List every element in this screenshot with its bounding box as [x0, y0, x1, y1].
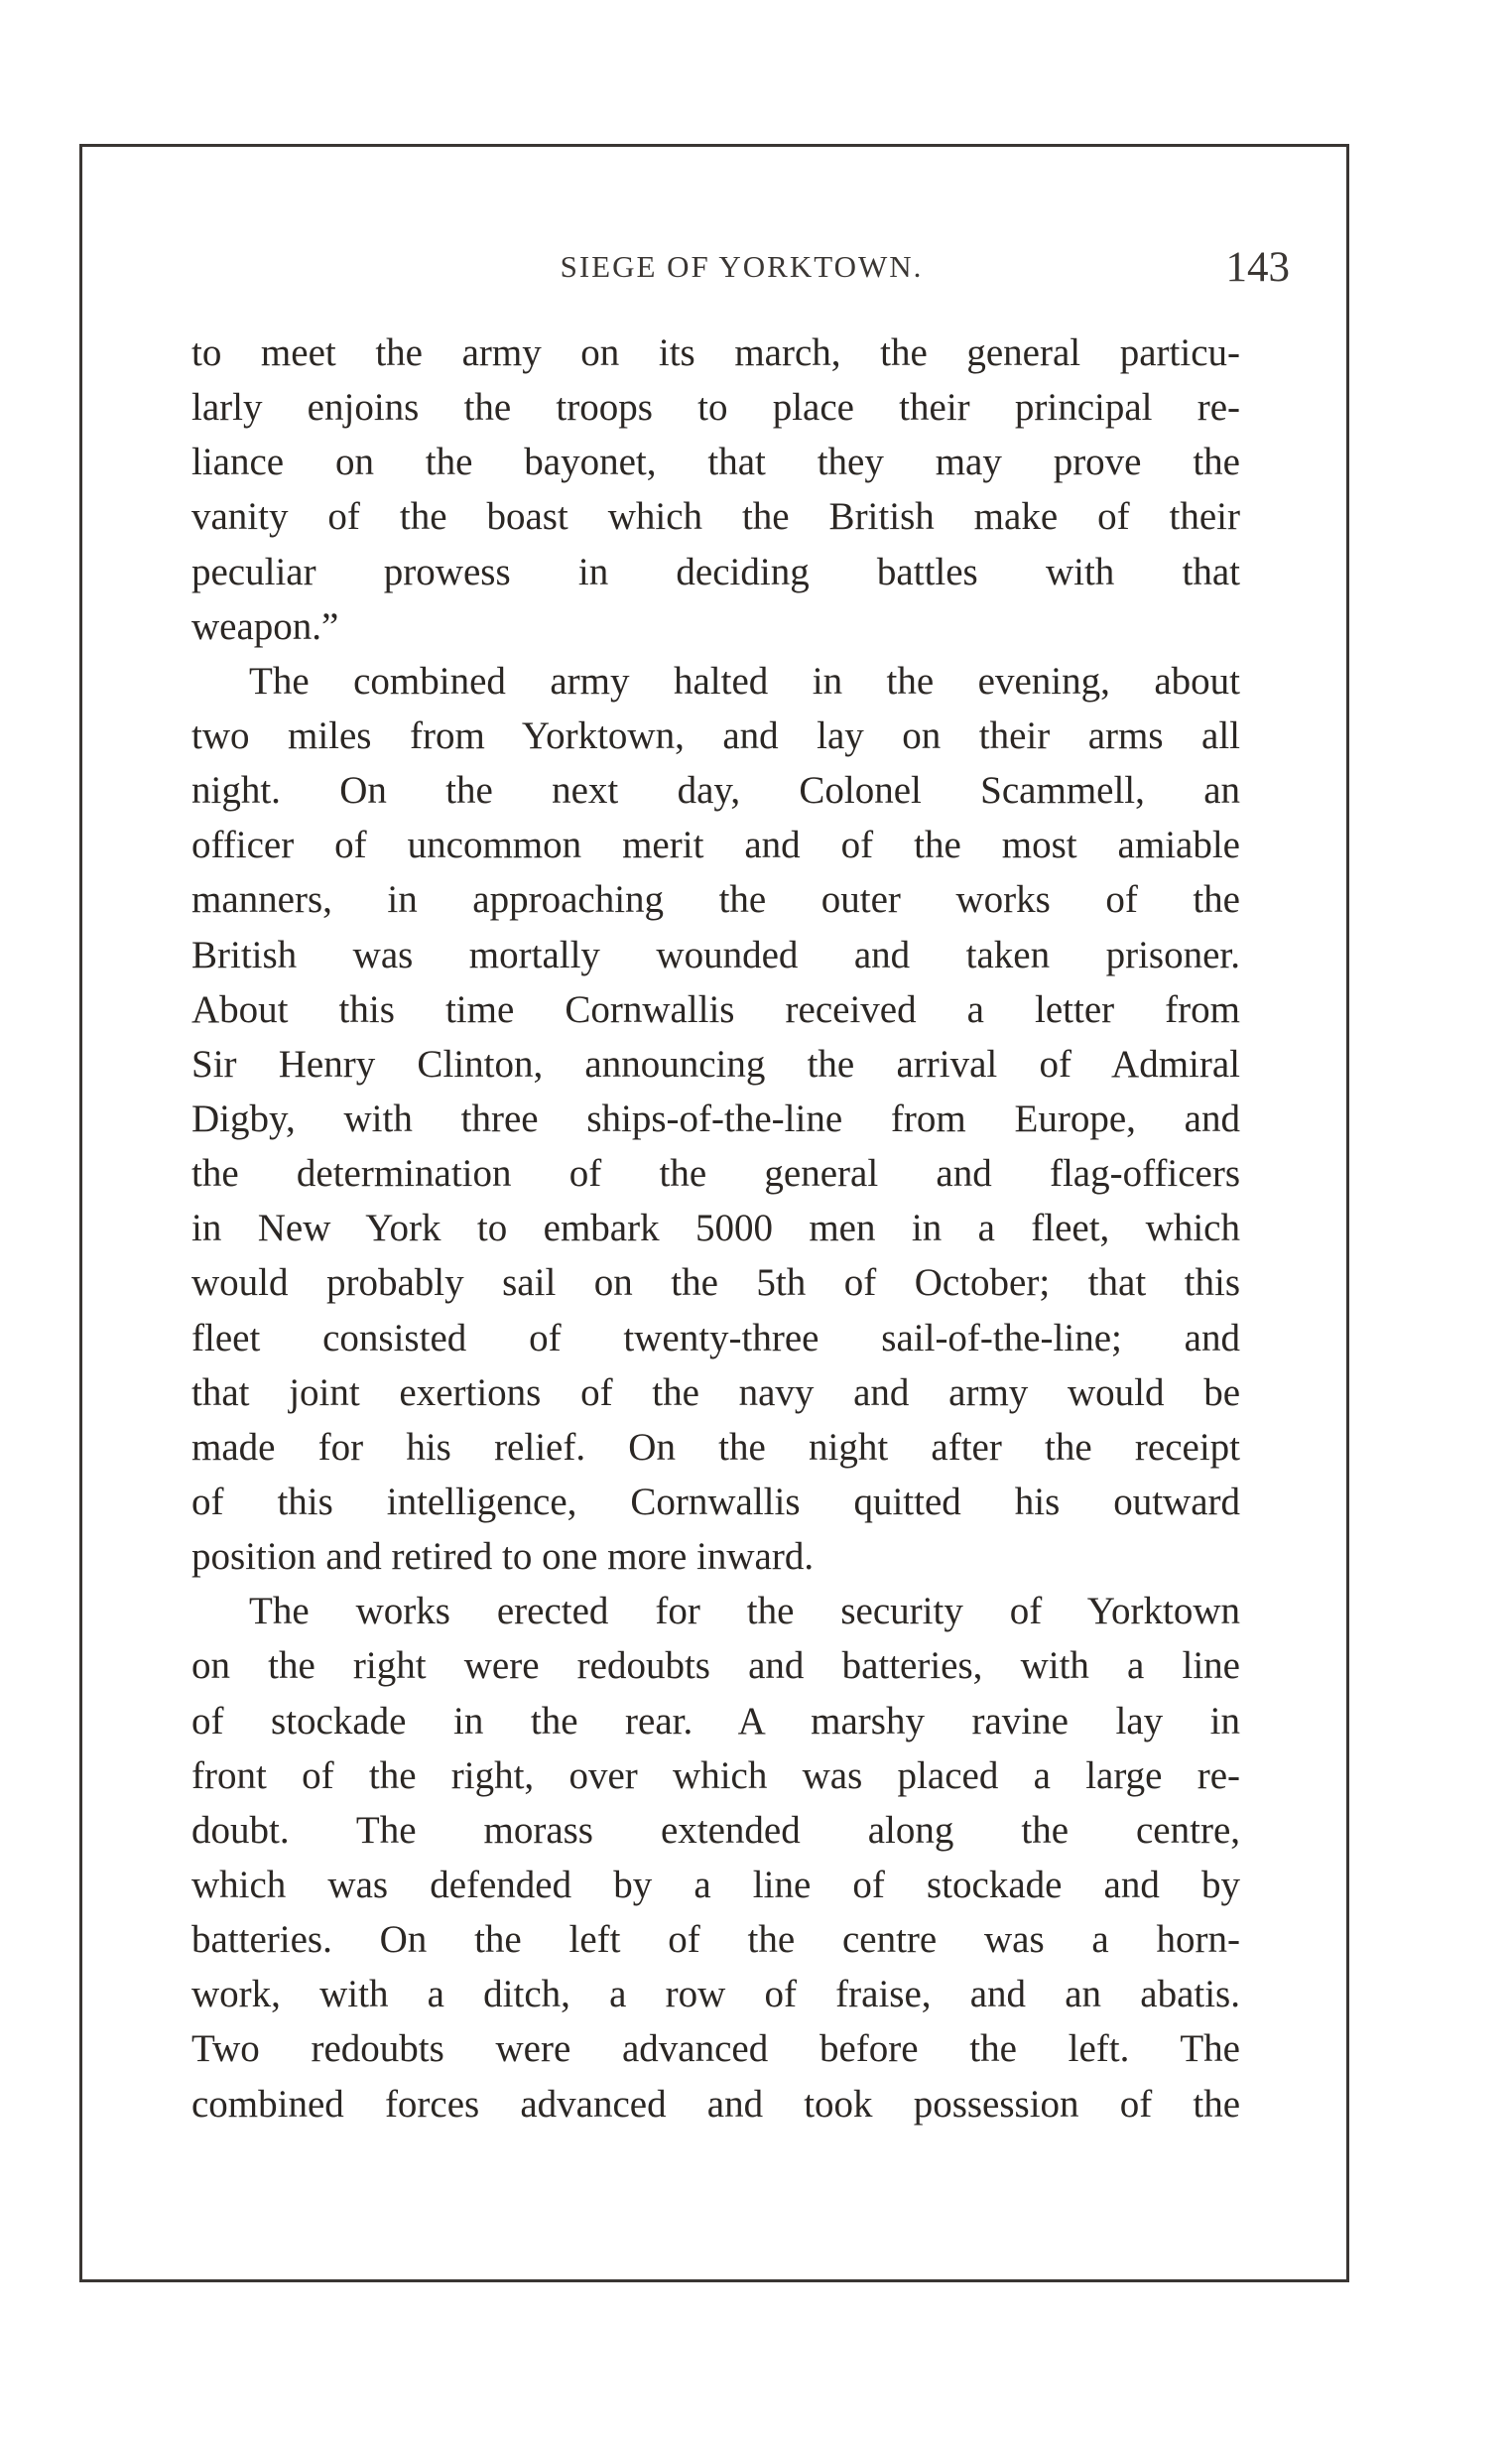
text-line: peculiar prowess in deciding battles with that	[191, 550, 1240, 593]
text-line: About this time Cornwallis received a letter from	[191, 987, 1240, 1031]
text-line: weapon.”	[191, 604, 339, 648]
text-line: would probably sail on the 5th of October; that this	[191, 1261, 1240, 1305]
text-line: fleet consisted of twenty-three sail-of-the-line; and	[191, 1316, 1240, 1359]
text-line: of stockade in the rear. A marshy ravine lay in	[191, 1699, 1240, 1743]
text-line: work, with a ditch, a row of fraise, and an abatis.	[191, 1973, 1240, 2016]
text-line: made for his relief. On the night after the receipt	[191, 1425, 1240, 1469]
text-line: that joint exertions of the navy and army would be	[191, 1370, 1240, 1414]
text-line: on the right were redoubts and batteries, with a line	[191, 1644, 1240, 1688]
running-title: SIEGE OF YORKTOWN.	[560, 249, 924, 284]
text-line: night. On the next day, Colonel Scammell, an	[191, 769, 1240, 813]
text-line: batteries. On the left of the centre was a horn-	[191, 1918, 1240, 1962]
page-number: 143	[1225, 244, 1290, 291]
text-line: larly enjoins the troops to place their principal re-	[191, 386, 1240, 430]
text-line: to meet the army on its march, the general particu-	[191, 331, 1240, 374]
text-line: the determination of the general and flag-officers	[191, 1152, 1240, 1196]
text-line: doubt. The morass extended along the centre,	[191, 1808, 1240, 1852]
running-head	[193, 243, 1290, 303]
text-line: Two redoubts were advanced before the left. The	[191, 2027, 1240, 2071]
text-line: Digby, with three ships-of-the-line from Europe, and	[191, 1097, 1240, 1140]
text-line: front of the right, over which was placed a large re-	[191, 1753, 1240, 1797]
text-line: liance on the bayonet, that they may prove the	[191, 441, 1240, 484]
text-line: vanity of the boast which the British make of their	[191, 495, 1240, 539]
text-line: position and retired to one more inward.	[191, 1535, 815, 1579]
text-line: two miles from Yorktown, and lay on their arms all	[191, 713, 1240, 757]
text-line: Sir Henry Clinton, announcing the arrival of Admiral	[191, 1042, 1240, 1086]
body-text	[191, 325, 1240, 2131]
text-line: of this intelligence, Cornwallis quitted his outward	[191, 1480, 1240, 1523]
text-line: combined forces advanced and took possession of the	[191, 2082, 1240, 2126]
paragraph-start-line: The combined army halted in the evening, about	[249, 659, 1240, 703]
text-line: officer of uncommon merit and of the most amiable	[191, 824, 1240, 867]
text-line: in New York to embark 5000 men in a fleet, which	[191, 1207, 1240, 1250]
text-line: British was mortally wounded and taken prisoner.	[191, 933, 1240, 976]
paragraph-start-line: The works erected for the security of Yorktown	[249, 1590, 1240, 1633]
text-line: manners, in approaching the outer works of the	[191, 878, 1240, 922]
text-line: which was defended by a line of stockade and by	[191, 1863, 1240, 1906]
